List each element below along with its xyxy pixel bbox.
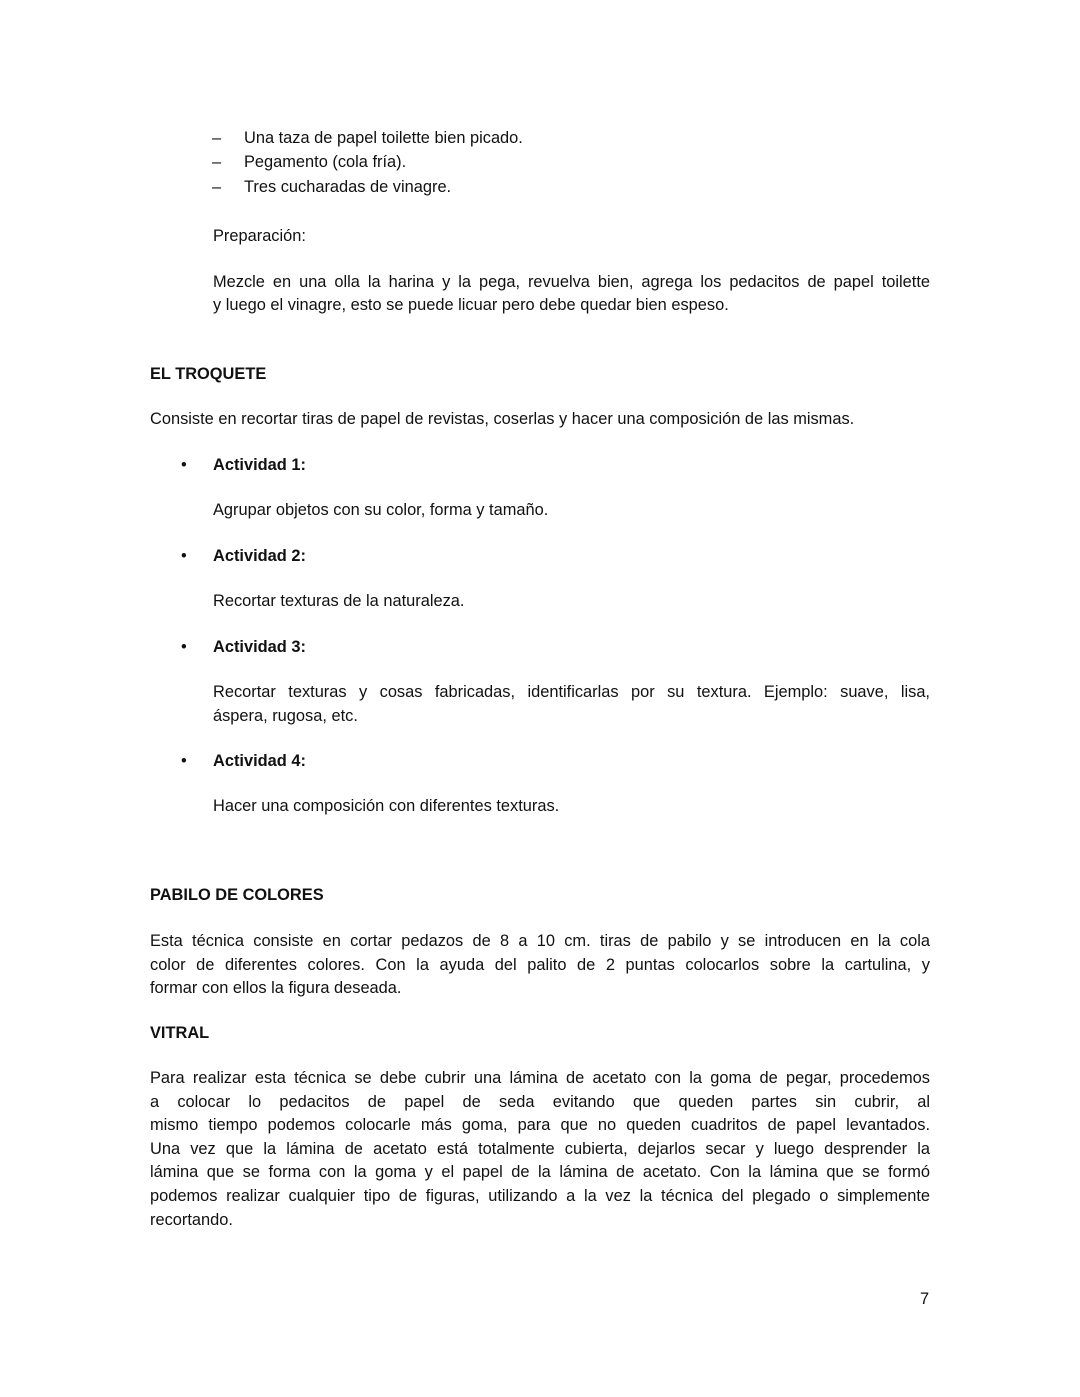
pabilo-text: Esta técnica consiste en cortar pedazos de 8 a 10 cm. tiras de pabilo y se introducen en la cola — [150, 932, 930, 950]
vitral-text: Una vez que la lámina de acetato está totalmente cubierta, dejarlos secar y luego desprender la — [150, 1139, 930, 1158]
preparation-label: Preparación: — [213, 227, 306, 245]
page-number: 7 — [920, 1290, 930, 1308]
ingredient-item: Una taza de papel toilette bien picado. — [244, 129, 523, 147]
activity-title: Actividad 2: — [213, 547, 306, 565]
section-heading-pabilo: PABILO DE COLORES — [150, 886, 324, 904]
activity-text: Agrupar objetos con su color, forma y tamaño. — [213, 501, 549, 519]
ingredient-item: Pegamento (cola fría). — [244, 153, 407, 171]
preparation-text: y luego el vinagre, esto se puede licuar pero debe quedar bien espeso. — [213, 296, 729, 314]
bullet-marker: • — [181, 638, 187, 656]
dash-marker: – — [212, 129, 222, 147]
activity-text: Recortar texturas de la naturaleza. — [213, 592, 465, 610]
pabilo-text: formar con ellos la figura deseada. — [150, 979, 402, 997]
bullet-marker: • — [181, 456, 187, 474]
activity-title: Actividad 1: — [213, 456, 306, 474]
pabilo-text: color de diferentes colores. Con la ayuda del palito de 2 puntas colocarlos sobre la cartulina, y — [150, 956, 930, 974]
bullet-marker: • — [181, 752, 187, 770]
vitral-text: a colocar lo pedacitos de papel de seda evitando que queden partes sin cubrir, al — [150, 1092, 930, 1111]
vitral-text: Para realizar esta técnica se debe cubrir una lámina de acetato con la goma de pegar, procedemos — [150, 1069, 930, 1087]
bullet-marker: • — [181, 547, 187, 565]
ingredient-item: Tres cucharadas de vinagre. — [244, 178, 452, 196]
activity-text: Recortar texturas y cosas fabricadas, identificarlas por su textura. Ejemplo: suave, lisa, — [213, 683, 930, 701]
section-heading-troquete: EL TROQUETE — [150, 365, 267, 383]
vitral-text: recortando. — [150, 1210, 233, 1229]
activity-title: Actividad 4: — [213, 752, 306, 770]
vitral-text: mismo tiempo podemos colocarle más goma, para que no queden cuadritos de papel levantados. — [150, 1116, 930, 1135]
vitral-text: lámina que se forma con la goma y el papel de la lámina de acetato. Con la lámina que se formó — [150, 1163, 930, 1182]
activity-text: Hacer una composición con diferentes texturas. — [213, 797, 560, 815]
dash-marker: – — [212, 153, 222, 171]
dash-marker: – — [212, 178, 222, 196]
troquete-intro: Consiste en recortar tiras de papel de revistas, coserlas y hacer una composición de las mismas. — [150, 410, 855, 428]
section-heading-vitral: VITRAL — [150, 1024, 210, 1042]
vitral-text: podemos realizar cualquier tipo de figuras, utilizando a la vez la técnica del plegado o simplemente — [150, 1187, 930, 1205]
activity-text: áspera, rugosa, etc. — [213, 707, 358, 725]
preparation-text: Mezcle en una olla la harina y la pega, revuelva bien, agrega los pedacitos de papel toilette — [213, 273, 930, 291]
activity-title: Actividad 3: — [213, 638, 306, 656]
